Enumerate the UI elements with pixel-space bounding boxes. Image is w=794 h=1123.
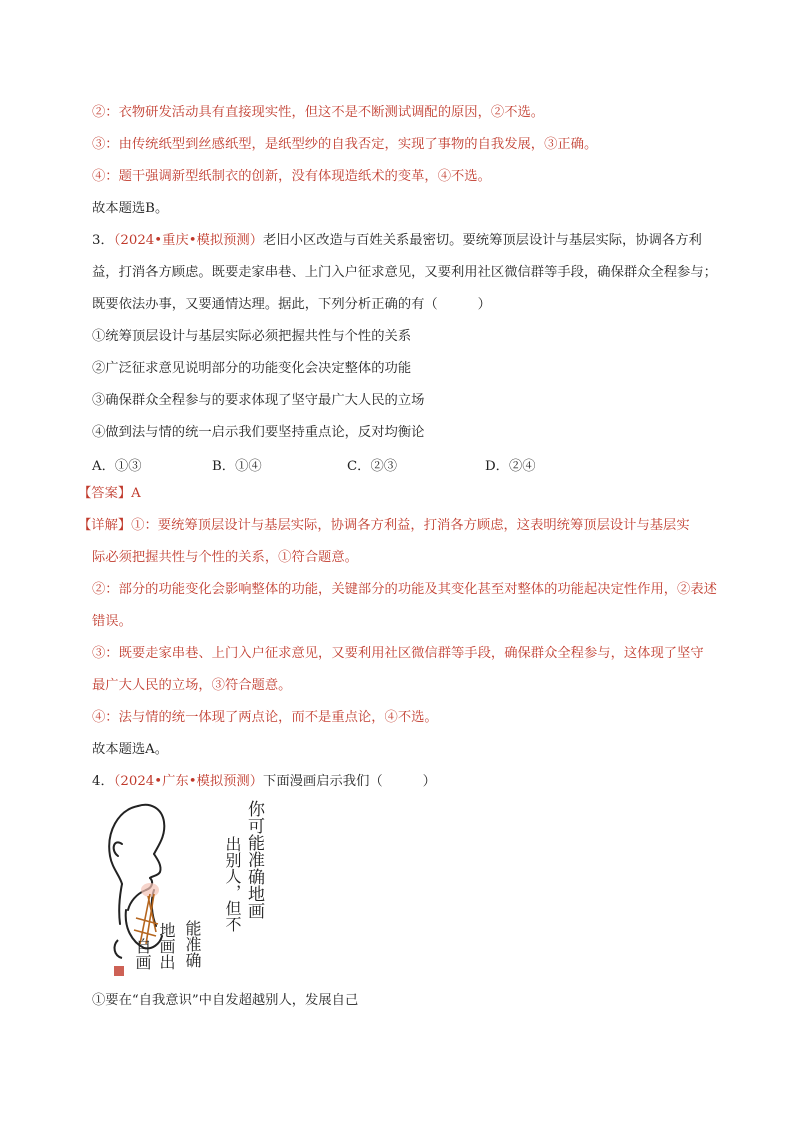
q4-statement-1: ①要在“自我意识”中自发超越别人，发展自己 xyxy=(92,993,359,1008)
q3-option-d: D．②④ xyxy=(485,459,536,474)
q3-statement-4: ④做到法与情的统一启示我们要坚持重点论，反对均衡论 xyxy=(92,425,425,440)
q3-option-a: A．①③ xyxy=(92,459,142,474)
q3-detail-line-3: ②：部分的功能变化会影响整体的功能，关键部分的功能及其变化甚至对整体的功能起决定性作用，②表述 xyxy=(92,582,717,597)
q3-source: （2024•重庆•模拟预测） xyxy=(113,233,264,248)
q2-analysis-2: ②：衣物研发活动具有直接现实性，但这不是不断测试调配的原因，②不选。 xyxy=(92,105,545,120)
q3-conclusion: 故本题选A。 xyxy=(92,742,169,757)
q3-stem-text: 老旧小区改造与百姓关系最密切。要统筹顶层设计与基层实际，协调各方利 xyxy=(263,233,702,248)
q3-stem-line-2: 益，打消各方顾虑。既要走家串巷、上门入户征求意见，又要利用社区微信群等手段，确保群众全程参与； xyxy=(92,265,717,280)
q3-detail-line-6: 最广大人民的立场，③符合题意。 xyxy=(92,678,292,693)
q2-conclusion: 故本题选B。 xyxy=(92,201,169,216)
caption-column-2: 出别人，但不 xyxy=(223,836,242,932)
q3-detail-line-1: 【详解】①：要统筹顶层设计与基层实际，协调各方利益，打消各方顾虑，这表明统筹顶层设计与基层实 xyxy=(78,518,690,533)
q3-option-b: B．①④ xyxy=(212,459,262,474)
q3-statement-1: ①统筹顶层设计与基层实际必须把握共性与个性的关系 xyxy=(92,329,412,344)
q3-detail-line-7: ④：法与情的统一体现了两点论，而不是重点论，④不选。 xyxy=(92,710,438,725)
q3-answer: 【答案】A xyxy=(78,486,141,501)
caption-column-3: 能准确 xyxy=(183,920,202,968)
q3-stem-line-1 xyxy=(92,232,702,250)
q3-detail-line-2: 际必须把握共性与个性的关系，①符合题意。 xyxy=(92,550,358,565)
q2-analysis-4: ④：题干强调新型纸制衣的创新，没有体现造纸术的变革，④不选。 xyxy=(92,169,491,184)
caption-column-4: 地画出 xyxy=(157,922,176,970)
q3-option-c: C．②③ xyxy=(347,459,398,474)
q3-detail-line-5: ③：既要走家串巷、上门入户征求意见，又要利用社区微信群等手段，确保群众全程参与，这体现了坚守 xyxy=(92,646,704,661)
caption-column-5: 自画 xyxy=(133,938,152,970)
q3-options xyxy=(92,455,712,473)
q3-stem-line-3: 既要依法办事，又要通情达理。据此，下列分析正确的有（ ） xyxy=(92,297,491,312)
q3-statement-2: ②广泛征求意见说明部分的功能变化会决定整体的功能 xyxy=(92,361,412,376)
cartoon-caption xyxy=(133,800,264,982)
caption-column-1: 你可能准确地画 xyxy=(244,800,264,919)
q4-stem-line xyxy=(92,773,436,791)
q4-stem-text: 下面漫画启示我们（ ） xyxy=(263,774,436,789)
q3-number: 3． xyxy=(92,233,114,248)
q3-statement-3: ③确保群众全程参与的要求体现了坚守最广大人民的立场 xyxy=(92,393,425,408)
q3-detail-line-4: 错误。 xyxy=(92,614,132,629)
q4-source: （2024•广东•模拟预测） xyxy=(113,774,264,789)
q2-analysis-3: ③：由传统纸型到丝感纸型，是纸型纱的自我否定，实现了事物的自我发展，③正确。 xyxy=(92,137,598,152)
q4-number: 4． xyxy=(92,774,114,789)
